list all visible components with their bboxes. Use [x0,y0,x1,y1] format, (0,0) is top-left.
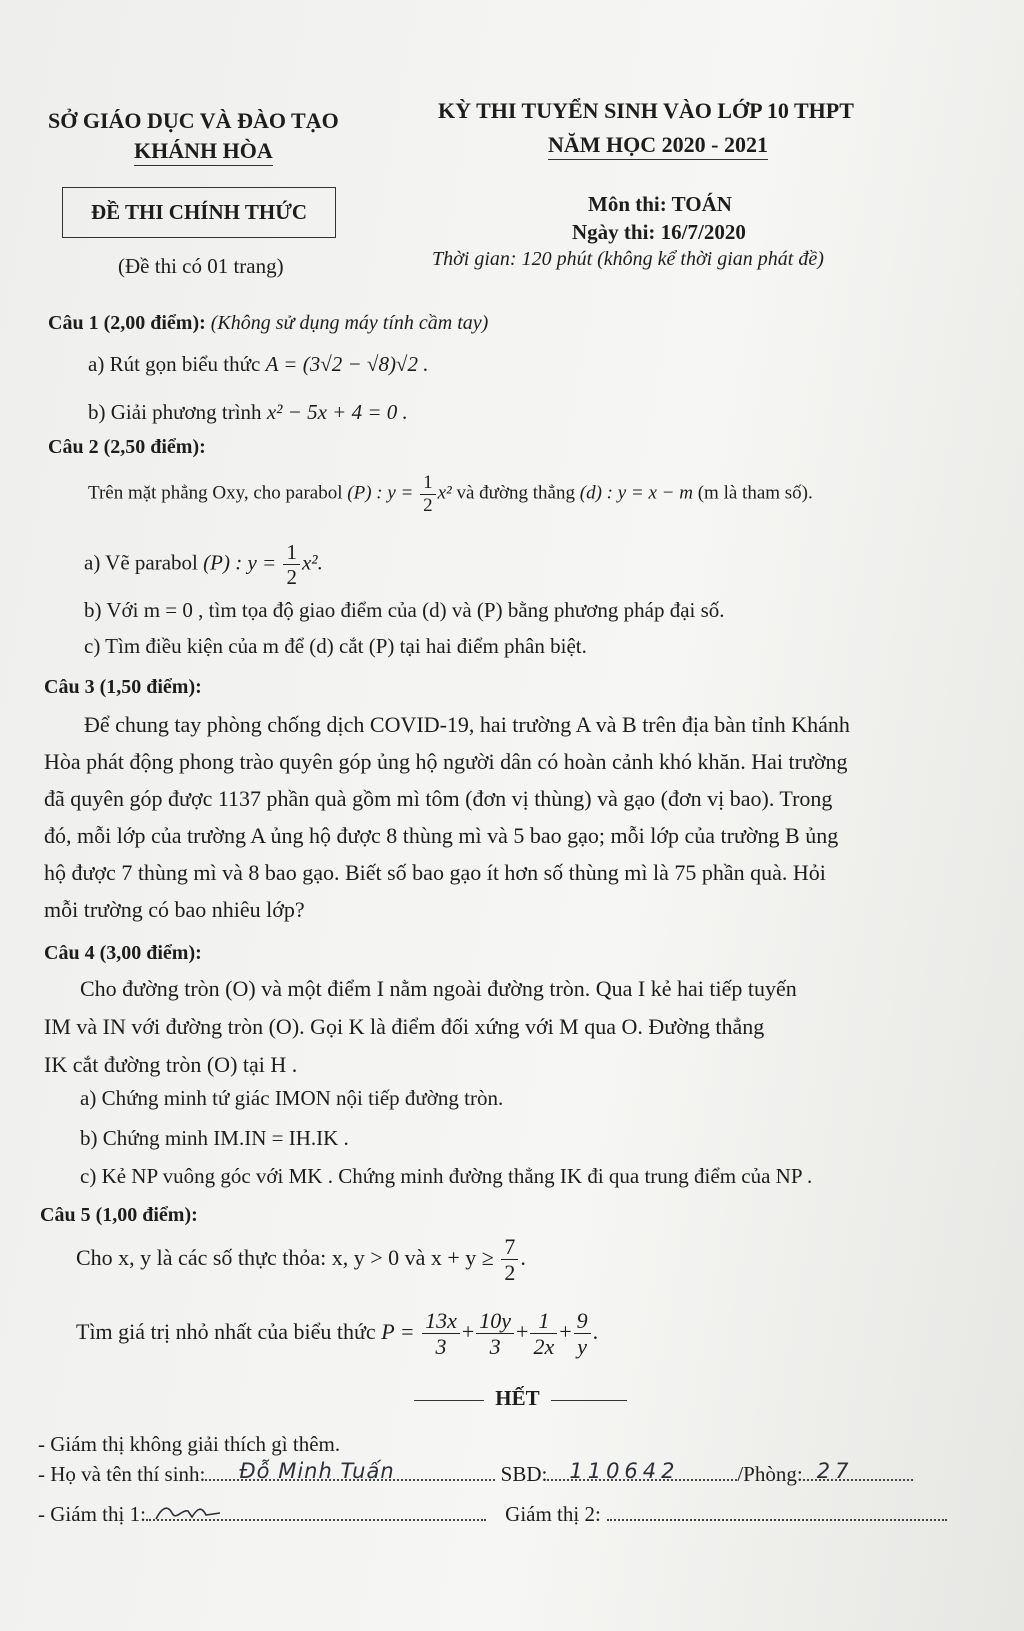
q5-find: Tìm giá trị nhỏ nhất của biểu thức P = $\frac{13x}{3}$ + $\frac{10y}{3}$ + $\frac{1}{2x}$ + $\frac{9}{y}$ . [76,1308,599,1360]
q4-line: IM và IN với đường tròn (O). Gọi K là điểm đối xứng với M qua O. Đường thẳng [44,1014,765,1039]
q5-find-p: P = [381,1318,415,1344]
candidate-name-handwriting: Đỗ Minh Tuấn [239,1459,395,1483]
dept-line2 [134,138,273,164]
q4b: b) Chứng minh IM.IN = IH.IK . [80,1126,349,1150]
proctor1-signature [154,1501,224,1525]
subject: Môn thi: TOÁN [588,192,732,216]
fraction-seven-halves [501,1234,518,1286]
q3-line: Để chung tay phòng chống dịch COVID-19, hai trường A và B trên địa bàn tỉnh Khánh [84,712,850,737]
sbd-handwriting: 110642 [569,1459,680,1483]
proctor1-label: - Giám thị 1: [38,1502,146,1526]
frac-num: 13x [422,1308,460,1334]
q1b-math: x² − 5x + 4 = 0 . [266,400,408,424]
fraction-13x-3 [422,1308,460,1360]
frac-num: 1 [283,540,300,565]
proctor1-field [146,1502,486,1527]
q2a-math: (P) : y = [203,550,277,575]
q5-given: Cho x, y là các số thực thỏa: x, y > 0 và x + y ≥ $\frac{7}{2}$ . [76,1234,526,1286]
exam-line2-text: NĂM HỌC 2020 - 2021 [548,132,768,160]
exam-date: Ngày thi: 16/7/2020 [572,220,746,244]
fraction-1-2x [530,1308,557,1360]
q2-intro-p: (P) : y = [347,482,414,504]
q1b [88,400,408,425]
q4a: a) Chứng minh tứ giác IMON nội tiếp đường tròn. [80,1086,504,1110]
q2a-text: a) Vẽ parabol [84,550,198,575]
frac-num: 7 [501,1234,518,1260]
q3-body [44,706,974,928]
q3-line: đã quyên góp được 1137 phần quà gồm mì tôm (đơn vị thùng) và gạo (đơn vị bao). Trong [44,786,833,811]
q2-intro-3: (m là tham số). [697,482,813,504]
end-rule-left [414,1400,484,1401]
frac-num: 9 [574,1308,591,1334]
q5-find-text: Tìm giá trị nhỏ nhất của biểu thức [76,1318,376,1344]
frac-den: 2x [533,1334,555,1360]
q3-line: mỗi trường có bao nhiêu lớp? [44,897,305,922]
frac-den: 3 [489,1334,501,1360]
frac-den: 3 [435,1334,447,1360]
end-rule-right [551,1400,627,1401]
pages-note: (Đề thi có 01 trang) [118,254,284,278]
q1a-math: A = (3√2 − √8)√2 . [265,352,429,376]
fraction-one-half [420,472,436,517]
q3-title: Câu 3 (1,50 điểm): [44,676,202,698]
exam-line2 [548,132,768,158]
sbd-label: SBD: [500,1462,548,1486]
frac-den: 2 [286,565,297,590]
dept-line2-text: KHÁNH HÒA [134,138,273,166]
q1-note: (Không sử dụng máy tính cầm tay) [210,312,489,334]
q2c: c) Tìm điều kiện của m để (d) cắt (P) tại hai điểm phân biệt. [84,634,587,658]
end-text: HẾT [495,1386,540,1410]
q1b-text: b) Giải phương trình [88,400,262,424]
official-box: ĐỀ THI CHÍNH THỨC [62,187,336,238]
q4-line: Cho đường tròn (O) và một điểm I nằm ngoài đường tròn. Qua I kẻ hai tiếp tuyến [80,976,797,1001]
fraction-10y-3 [476,1308,514,1360]
candidate-name-field [205,1459,495,1487]
frac-den: 2 [423,494,433,516]
q5-given-text: Cho x, y là các số thực thỏa: x, y > 0 và x + y ≥ [76,1244,494,1270]
q2-intro [88,472,813,517]
x-squared-2: x². [301,550,323,575]
frac-num: 1 [420,472,436,495]
frac-num: 1 [530,1308,557,1334]
footer-note: - Giám thị không giải thích gì thêm. [38,1432,341,1456]
q2-intro-1: Trên mặt phẳng Oxy, cho parabol [88,482,343,504]
q4-title: Câu 4 (3,00 điểm): [44,942,202,964]
q2-intro-2: và đường thẳng [456,482,575,504]
fraction-9-y [574,1308,591,1360]
q3-line: Hòa phát động phong trào quyên góp ủng hộ người dân có hoàn cảnh khó khăn. Hai trường [44,749,848,774]
room-field [803,1459,913,1487]
q1-header [48,312,488,335]
q2a [84,540,323,589]
proctors-line [38,1502,947,1527]
dept-line1: SỞ GIÁO DỤC VÀ ĐÀO TẠO [48,108,339,133]
q2-title: Câu 2 (2,50 điểm): [48,436,206,458]
proctor2-dotted-line [607,1519,947,1521]
frac-den: 2 [504,1260,516,1286]
q4-line: IK cắt đường tròn (O) tại H . [44,1052,298,1077]
candidate-name-line [38,1459,913,1487]
q4c: c) Kẻ NP vuông góc với MK . Chứng minh đường thẳng IK đi qua trung điểm của NP . [80,1164,813,1188]
fraction-one-half-2 [283,540,300,589]
q1-title: Câu 1 (2,00 điểm): [48,312,206,334]
exam-line1: KỲ THI TUYỂN SINH VÀO LỚP 10 THPT [438,98,854,123]
end-mark [414,1386,627,1411]
sbd-field [547,1459,737,1487]
room-handwriting: 27 [816,1459,854,1483]
q2b: b) Với m = 0 , tìm tọa độ giao điểm của (d) và (P) bằng phương pháp đại số. [84,598,725,622]
candidate-name-label: - Họ và tên thí sinh: [38,1462,206,1486]
q2-intro-d: (d) : y = x − m [579,482,693,504]
frac-den: y [577,1334,588,1360]
q4-body [44,970,974,1084]
frac-num: 10y [476,1308,514,1334]
q5-title: Câu 5 (1,00 điểm): [40,1204,198,1226]
room-label: /Phòng: [737,1462,803,1486]
exam-time: Thời gian: 120 phút (không kể thời gian phát đề) [432,248,824,270]
x-squared: x² [437,482,452,504]
q3-line: đó, mỗi lớp của trường A ủng hộ được 8 thùng mì và 5 bao gạo; mỗi lớp của trường B ủng [44,823,839,848]
q1a-text: a) Rút gọn biểu thức [88,352,261,376]
q3-line: hộ được 7 thùng mì và 8 bao gạo. Biết số bao gạo ít hơn số thùng mì là 75 phần quà. Hỏi [44,860,826,885]
proctor2-label: Giám thị 2: [505,1502,601,1526]
q1a [88,352,428,377]
